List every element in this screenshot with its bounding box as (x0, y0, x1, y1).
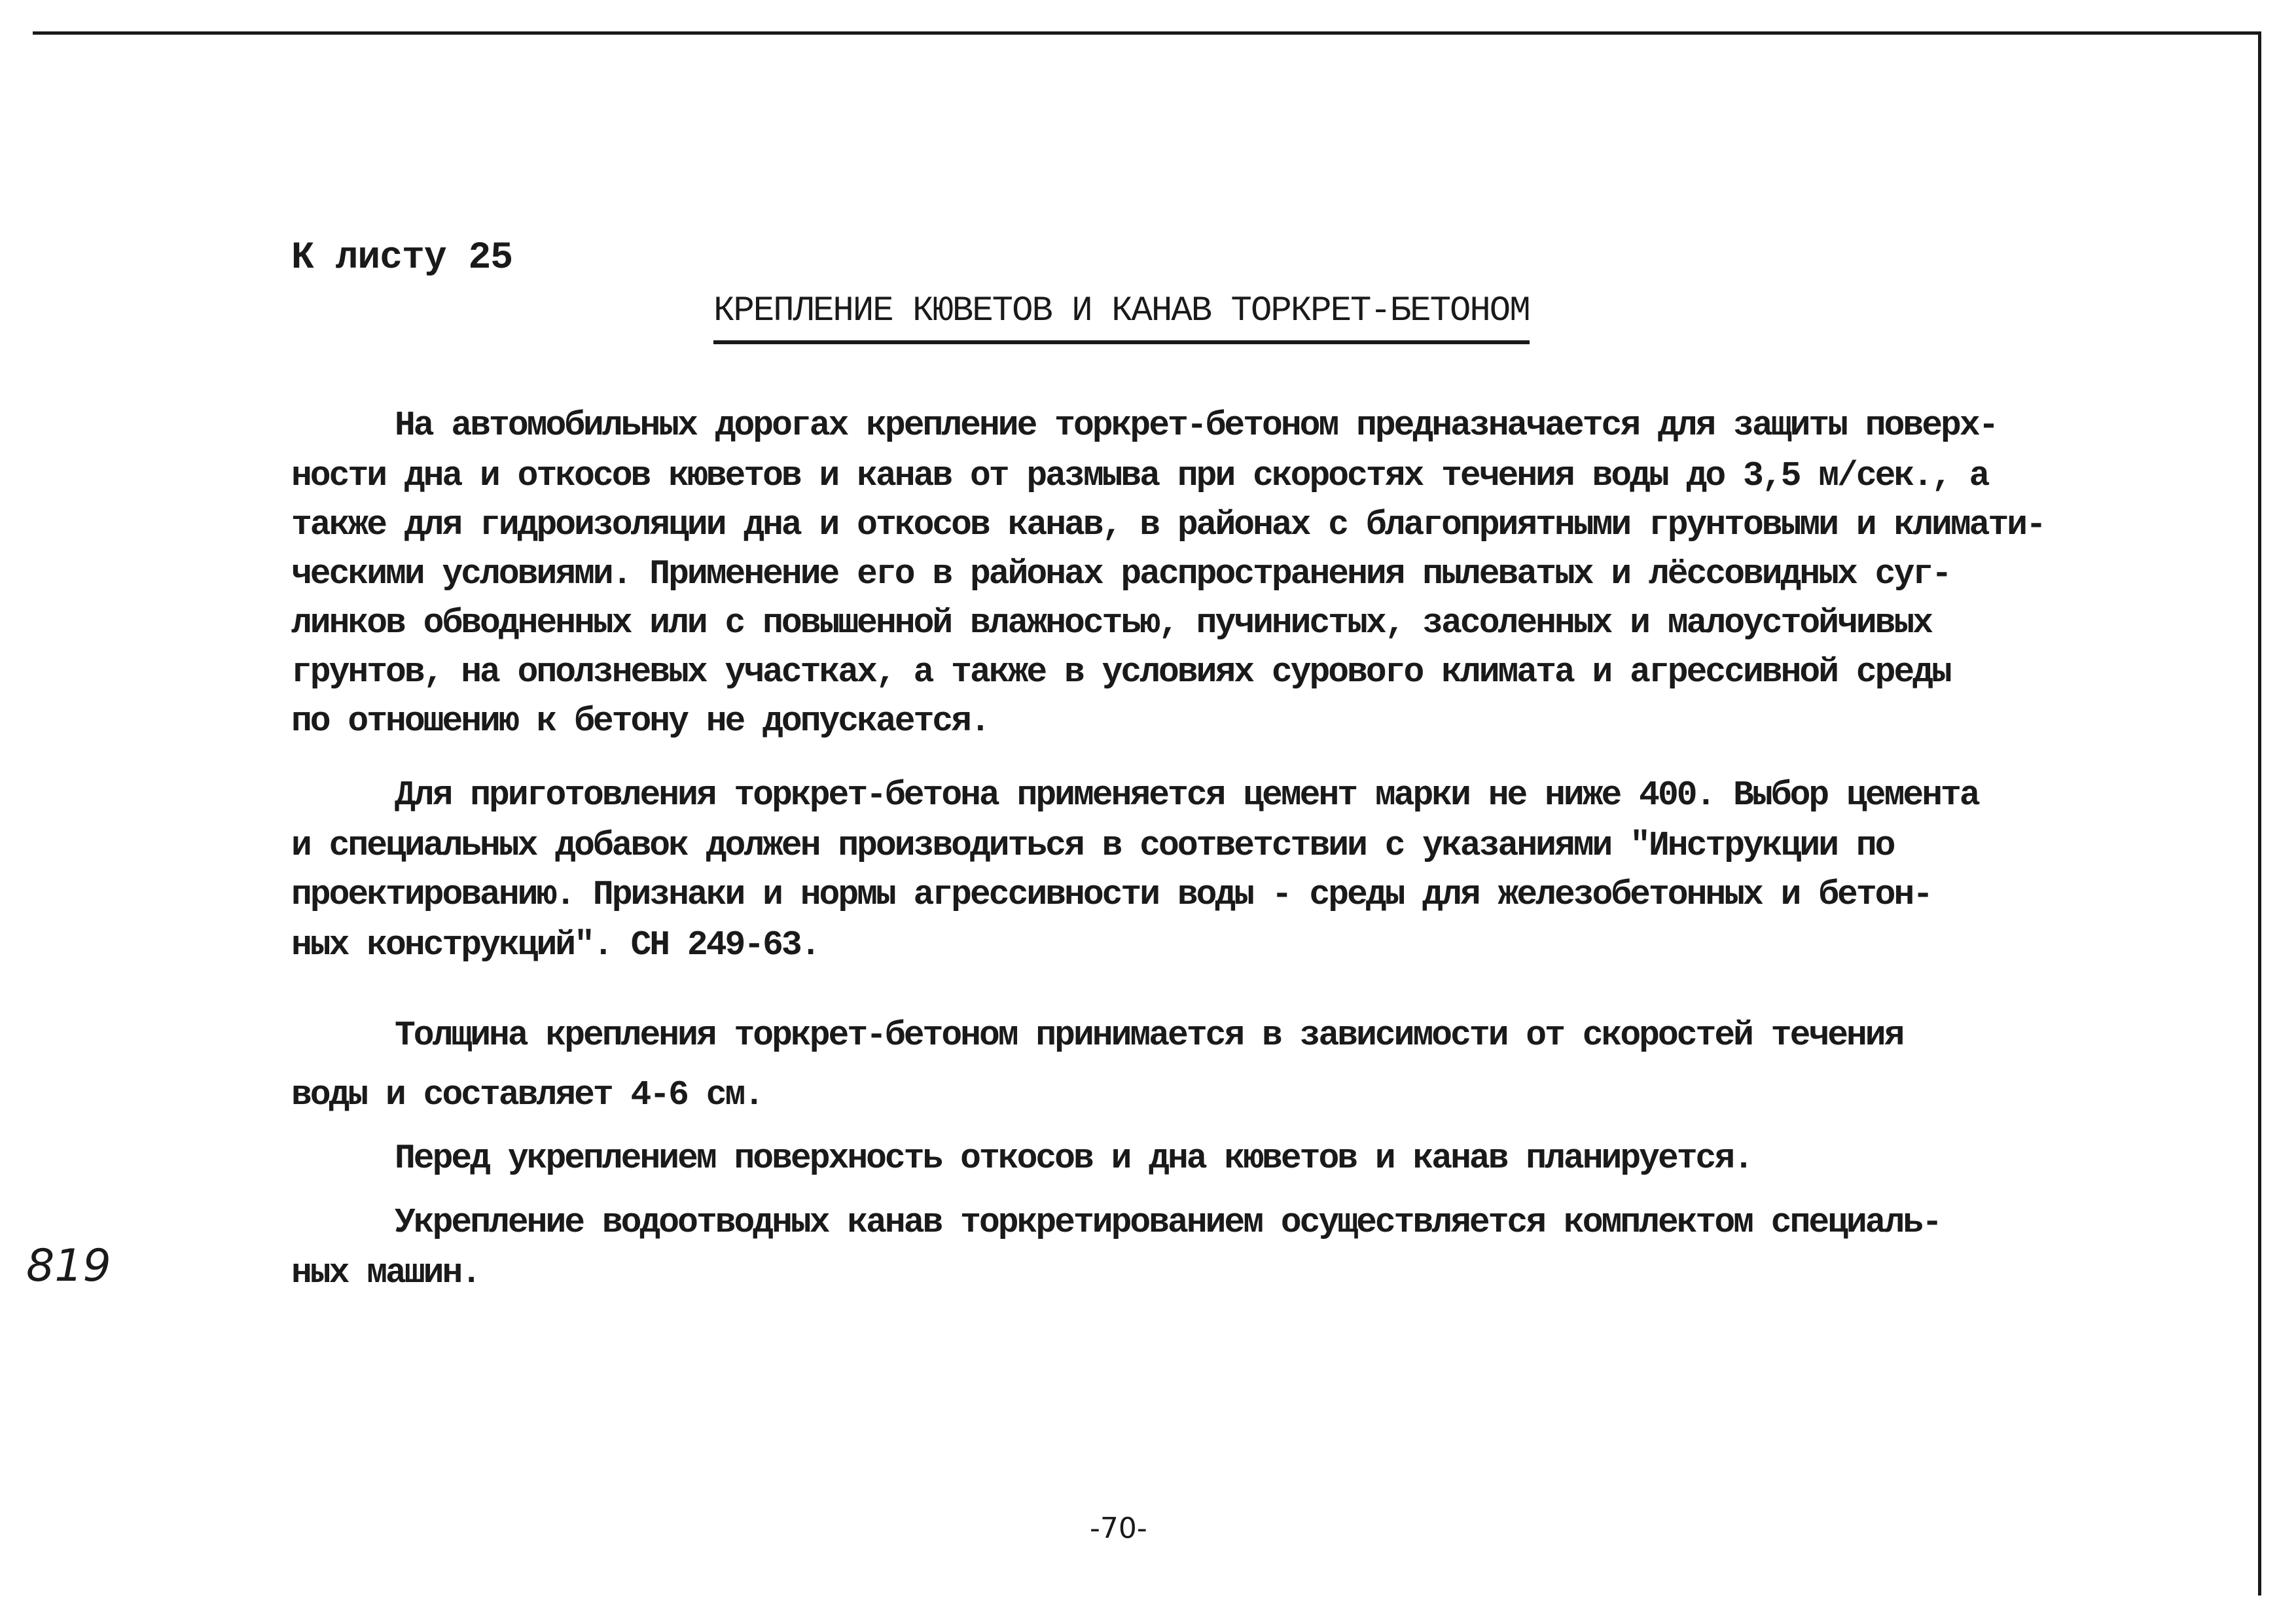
paragraph-2-line-4: ных конструкций". СН 249-63. (291, 925, 819, 965)
paragraph-3-line-1: Толщина крепления торкрет-бетоном принимается в зависимости от скоростей течения (395, 1016, 1903, 1055)
sheet-reference: К листу 25 (291, 237, 513, 279)
paragraph-1-line-4: ческими условиями. Применение его в районах распространения пылеватых и лёссовидных суг- (291, 554, 1950, 594)
paragraph-5-line-1: Укрепление водоотводных канав торкретированием осуществляется комплектом специаль- (395, 1203, 1941, 1242)
paragraph-5-line-2: ных машин. (291, 1253, 480, 1293)
paragraph-4-line-1: Перед укреплением поверхность откосов и дна кюветов и канав планируется. (395, 1139, 1752, 1178)
page-number: -70- (1090, 1512, 1147, 1545)
paragraph-3-line-2: воды и составляет 4-6 см. (291, 1075, 763, 1115)
document-title: КРЕПЛЕНИЕ КЮВЕТОВ И КАНАВ ТОРКРЕТ-БЕТОНОМ (713, 291, 1530, 344)
paragraph-1-line-7: по отношению к бетону не допускается. (291, 702, 989, 741)
paragraph-1-line-6: грунтов, на оползневых участках, а также в условиях сурового климата и агрессивной среды (291, 652, 1950, 692)
paragraph-1-line-3: также для гидроизоляции дна и откосов канав, в районах с благоприятными грунтовыми и климати- (291, 505, 2045, 544)
paragraph-2-line-1: Для приготовления торкрет-бетона применяется цемент марки не ниже 400. Выбор цемента (395, 776, 1979, 815)
paragraph-1-line-5: линков обводненных или с повышенной влажностью, пучинистых, засоленных и малоустойчивых (291, 603, 1932, 643)
margin-number: 819 (26, 1240, 111, 1292)
paragraph-2-line-3: проектированию. Признаки и нормы агрессивности воды - среды для железобетонных и бетон- (291, 875, 1932, 914)
paragraph-1-line-1: На автомобильных дорогах крепление торкрет-бетоном предназначается для защиты поверх- (395, 406, 1998, 445)
paragraph-1-line-2: ности дна и откосов кюветов и канав от размыва при скоростях течения воды до 3,5 м/сек., а (291, 456, 1988, 495)
paragraph-2-line-2: и специальных добавок должен производиться в соответствии с указаниями "Инструкции по (291, 826, 1894, 865)
frame-right-border (2258, 31, 2261, 1596)
frame-top-border (33, 31, 2259, 35)
